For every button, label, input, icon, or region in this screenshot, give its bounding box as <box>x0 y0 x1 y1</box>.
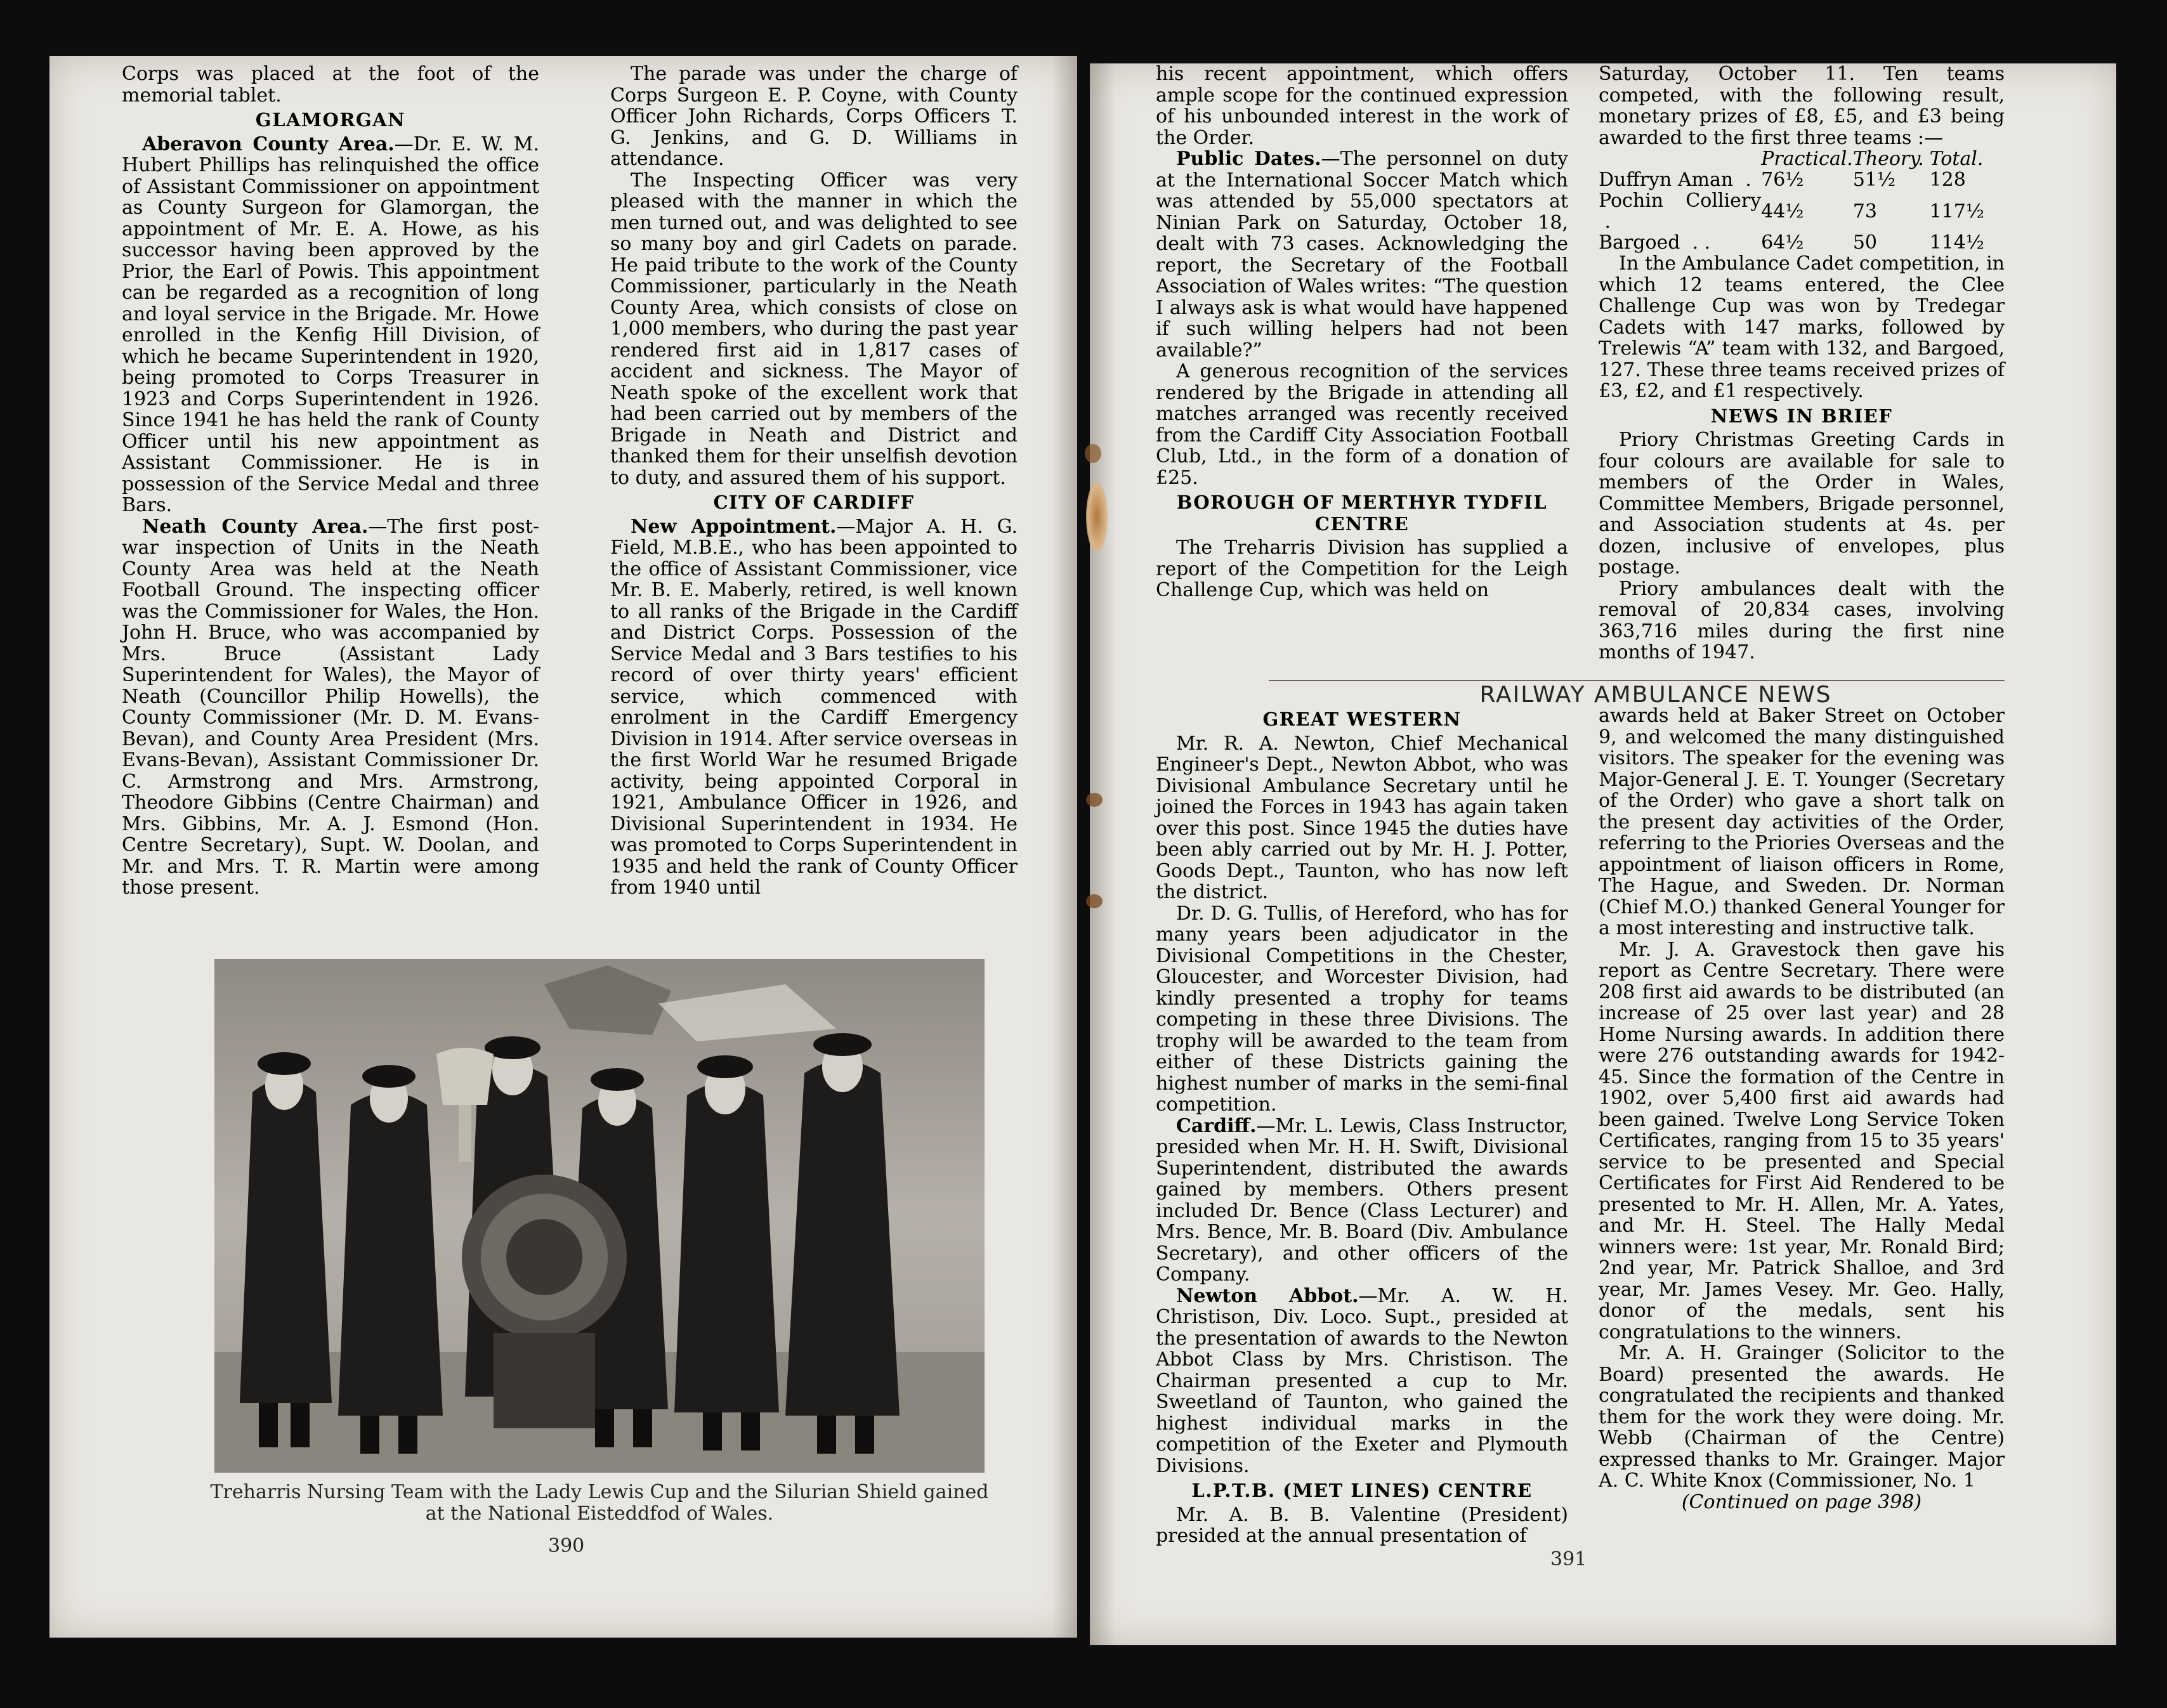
table-row <box>1599 169 2005 190</box>
section-heading: CITY OF CARDIFF <box>713 492 915 513</box>
section-heading: GLAMORGAN <box>255 109 406 131</box>
paragraph: Priory ambulances dealt with the removal of 20,834 cases, involving 363,716 miles during the first nine months of 1947. <box>1599 577 2005 663</box>
run-in-heading: Neath County Area. <box>142 515 369 538</box>
right-column-2 <box>1599 63 2005 663</box>
table-header-row <box>1599 148 2005 169</box>
theory-score: 73 <box>1852 200 1878 223</box>
run-in-heading: Aberavon County Area. <box>142 133 395 155</box>
section-heading: BOROUGH OF MERTHYR TYDFIL CENTRE <box>1176 492 1548 535</box>
paragraph-text: —Mr. L. Lewis, Class Instructor, presided when Mr. H. H. Swift, Divisional Superintendent, distributed the awards gained by members. Others present included Dr. Bence (Class Lecturer) and Mrs. Bence, Mr. B. Board (Div. Ambulance Secretary), and other officers of the Company. <box>1156 1114 1568 1286</box>
team-name: Bargoed . . <box>1599 231 1711 254</box>
theory-score: 51½ <box>1852 169 1896 191</box>
total-score: 128 <box>1929 169 1966 191</box>
paragraph <box>610 516 1018 899</box>
paragraph: Dr. D. G. Tullis, of Hereford, who has for many years been adjudicator in the Divisional Competitions in the Chester, Gloucester, and Worcester Division, had kindly presented a trophy for teams competing in these three Divisions. The trophy will be awarded to the team from either of these Districts gaining the highest number of marks in the semi-final competition. <box>1156 902 1568 1116</box>
run-in-heading: New Appointment. <box>631 515 837 538</box>
practical-score: 76½ <box>1761 169 1804 191</box>
paragraph <box>1156 148 1568 361</box>
paragraph-text: —The personnel on duty at the International Soccer Match which was attended by 55,000 spectators at Ninian Park on Saturday, October 18, dealt with 73 cases. Acknowledging the report, the Secretary of the Football Association of Wales writes: “The question I always ask is what would have happened if such willing helpers had not been available?” <box>1156 148 1568 362</box>
rust-stain <box>1086 894 1103 908</box>
paragraph <box>1156 1286 1568 1477</box>
gutter-shadow <box>1052 56 1077 1638</box>
team-photograph <box>214 959 985 1473</box>
total-score: 117½ <box>1929 200 1984 223</box>
section-divider <box>1269 680 2005 681</box>
team-name: Duffryn Aman . <box>1599 169 1751 191</box>
theory-score: 50 <box>1852 231 1878 254</box>
paragraph: The Inspecting Officer was very pleased with the manner in which the men turned out, and was delighted to see so many boy and girl Cadets on parade. He paid tribute to the work of the County Commissioner, particularly in the Neath County Area, which consists of close on 1,000 members, who during the past year rendered first aid in 1,817 cases of accident and sickness. The Mayor of Neath spoke of the excellent work that had been carried out by members of the Brigade in Neath and District and thanked them for their unselfish devotion to duty, and assured them of his support. <box>610 169 1018 489</box>
team-name: Pochin Colliery . <box>1599 190 1762 233</box>
paragraph: awards held at Baker Street on October 9, and welcomed the many distinguished visitors. The speaker for the evening was Major-General J. E. T. Younger (Secretary of the Order) who gave a short talk on the present day activities of the Order, referring to the Priories Overseas and the appointment of liaison officers in Rome, The Hague, and Sweden. Dr. Norman (Chief M.O.) thanked General Younger for a most interesting and instructive talk. <box>1599 705 2005 939</box>
section-heading: GREAT WESTERN <box>1262 708 1462 730</box>
paragraph: Saturday, October 11. Ten teams competed, with the following result, monetary prizes of £8, £5, and £3 being awarded to the first three teams :— <box>1599 63 2005 149</box>
competition-results-table <box>1599 148 2005 253</box>
paragraph-text: —Dr. E. W. M. Hubert Phillips has relinquished the office of Assistant Commissioner on appointment as County Surgeon for Glamorgan, the appointment of Mr. E. A. Howe, as his successor having been approved by the Prior, the Earl of Powis. This appointment can be regarded as a recognition of long and loyal service in the Brigade. Mr. Howe enrolled in the Kenfig Hill Division, of which he became Superintendent in 1920, being promoted to Corps Treasurer in 1923 and Corps Superintendent in 1926. Since 1941 he has held the rank of County Officer until his new appointment as Assistant Commissioner. He is in possession of the Service Medal and three Bars. <box>122 133 540 516</box>
right-column-3 <box>1156 705 1568 1547</box>
paragraph: his recent appointment, which offers ample scope for the continued expression of his unbounded interest in the work of the Order. <box>1156 63 1568 149</box>
paragraph <box>122 134 539 516</box>
table-row <box>1599 190 2005 232</box>
continued-note: (Continued on page 398) <box>1681 1490 1922 1513</box>
paragraph-text: —The first post-war inspection of Units in the Neath County Area was held at the Neath Football Ground. The inspecting officer was the Commissioner for Wales, the Hon. John H. Bruce, who was accompanied by Mrs. Bruce (Assistant Lady Superintendent for Wales), the Mayor of Neath (Councillor Philip Howells), the County Commissioner (Mr. D. M. Evans-Bevan), and County Area President (Mrs. Evans-Bevan), Assistant Commissioner Dr. C. Armstrong and Mrs. Armstrong, Theodore Gibbins (Centre Chairman) and Mrs. Gibbins, Mr. A. J. Esmond (Hon. Centre Secretary), Supt. W. Doolan, and Mr. and Mrs. T. R. Martin were among those present. <box>122 515 540 899</box>
left-column-1 <box>122 63 539 899</box>
paragraph: Mr. J. A. Gravestock then gave his report as Centre Secretary. There were 208 first aid awards to be distributed (an increase of 25 over last year) and 28 Home Nursing awards. In addition there were 276 outstanding awards for 1942-45. Since the formation of the Centre in 1902, over 5,400 first aid awards had been gained. Twelve Long Service Token Certificates, ranging from 15 to 35 years' service to be presented and Special Certificates for First Aid Rendered to be presented to Mr. H. Allen, Mr. A. Yates, and Mr. H. Steel. The Hally Medal winners were: 1st year, Mr. Ronald Bird; 2nd year, Mr. Patrick Shalloe, and 3rd year, Mr. James Vesey. Mr. Geo. Hally, donor of the medals, sent his congratulations to the winners. <box>1599 938 2005 1343</box>
paragraph <box>122 516 539 899</box>
column-header: Theory. <box>1852 148 1924 170</box>
paragraph: Mr. A. B. B. Valentine (President) presided at the annual presentation of <box>1156 1503 1568 1547</box>
paragraph: Corps was placed at the foot of the memorial tablet. <box>122 63 539 107</box>
photo-illustration <box>214 959 985 1473</box>
column-header: Practical. <box>1761 148 1853 170</box>
paragraph: Priory Christmas Greeting Cards in four colours are available for sale to members of the Order in Wales, Committee Members, Brigade personnel, and Association students at 4s. per dozen, inclusive of envelopes, plus postage. <box>1599 429 2005 578</box>
page-number: 390 <box>548 1535 585 1557</box>
run-in-heading: Cardiff. <box>1176 1114 1257 1137</box>
paragraph: The Treharris Division has supplied a report of the Competition for the Leigh Challenge Cup, which was held on <box>1156 537 1568 601</box>
paragraph: In the Ambulance Cadet competition, in which 12 teams entered, the Clee Challenge Cup was won by Tredegar Cadets with 147 marks, followed by Trelewis “A” team with 132, and Bargoed, 127. These three teams received prizes of £3, £2, and £1 respectively. <box>1599 252 2005 402</box>
run-in-heading: Newton Abbot. <box>1176 1284 1359 1307</box>
total-score: 114½ <box>1929 231 1984 254</box>
rust-stain <box>1086 793 1103 807</box>
rust-stain <box>1086 482 1108 552</box>
paragraph-text: —Mr. A. W. H. Christison, Div. Loco. Supt., presided at the presentation of awards to the Newton Abbot Class by Mrs. Christison. The Chairman presented a cup to Mr. Sweetland of Taunton, who gained the highest individual marks in the competition of the Exeter and Plymouth Divisions. <box>1156 1284 1568 1477</box>
right-column-1 <box>1156 63 1568 601</box>
run-in-heading: Public Dates. <box>1176 148 1321 170</box>
practical-score: 64½ <box>1761 231 1804 254</box>
table-row <box>1599 232 2005 253</box>
paragraph: Mr. R. A. Newton, Chief Mechanical Engineer's Dept., Newton Abbot, who was Divisional Ambulance Secretary until he joined the Forces in 1943 has again taken over this post. Since 1945 the duties have been ably carried out by Mr. H. J. Potter, Goods Dept., Taunton, who has now left the district. <box>1156 732 1568 903</box>
rust-stain <box>1085 444 1101 463</box>
photo-caption: Treharris Nursing Team with the Lady Lewis Cup and the Silurian Shield gained at the National Eisteddfod of Wales. <box>210 1481 989 1525</box>
right-column-4 <box>1599 705 2005 1513</box>
section-heading: NEWS IN BRIEF <box>1710 405 1893 427</box>
gutter-shadow <box>1090 63 1115 1645</box>
railway-ambulance-news-banner: RAILWAY AMBULANCE NEWS <box>1479 682 1832 708</box>
paragraph-text: —Major A. H. G. Field, M.B.E., who has been appointed to the office of Assistant Commissioner, vice Mr. B. E. Maberly, retired, is well known to all ranks of the Brigade in the Cardiff and District Corps. Possession of the Service Medal and 3 Bars testifies to his record of over thirty years' efficient service, which commenced with enrolment in the Cardiff Emergency Division in 1914. After service overseas in the first World War he resumed Brigade activity, being appointed Corporal in 1921, Ambulance Officer in 1926, and Divisional Superintendent in 1934. He was promoted to Corps Superintendent in 1935 and held the rank of County Officer from 1940 until <box>610 515 1018 899</box>
page-number: 391 <box>1550 1548 1587 1570</box>
paragraph <box>1156 1116 1568 1286</box>
paragraph: The parade was under the charge of Corps Surgeon E. P. Coyne, with County Officer John Richards, Corps Officers T. G. Jenkins, and G. D. Williams in attendance. <box>610 63 1018 170</box>
left-column-2 <box>610 63 1018 899</box>
section-heading: L.P.T.B. (MET LINES) CENTRE <box>1191 1480 1533 1501</box>
practical-score: 44½ <box>1761 200 1804 223</box>
paragraph: A generous recognition of the services rendered by the Brigade in attending all matches arranged was recently received from the Cardiff City Association Football Club, Ltd., in the form of a donation of £25. <box>1156 360 1568 489</box>
column-header: Total. <box>1929 148 1984 170</box>
paragraph: Mr. A. H. Grainger (Solicitor to the Board) presented the awards. He congratulated the recipients and thanked them for the work they were doing. Mr. Webb (Chairman of the Centre) expressed thanks to Mr. Grainger. Major A. C. White Knox (Commissioner, No. 1 <box>1599 1342 2005 1492</box>
